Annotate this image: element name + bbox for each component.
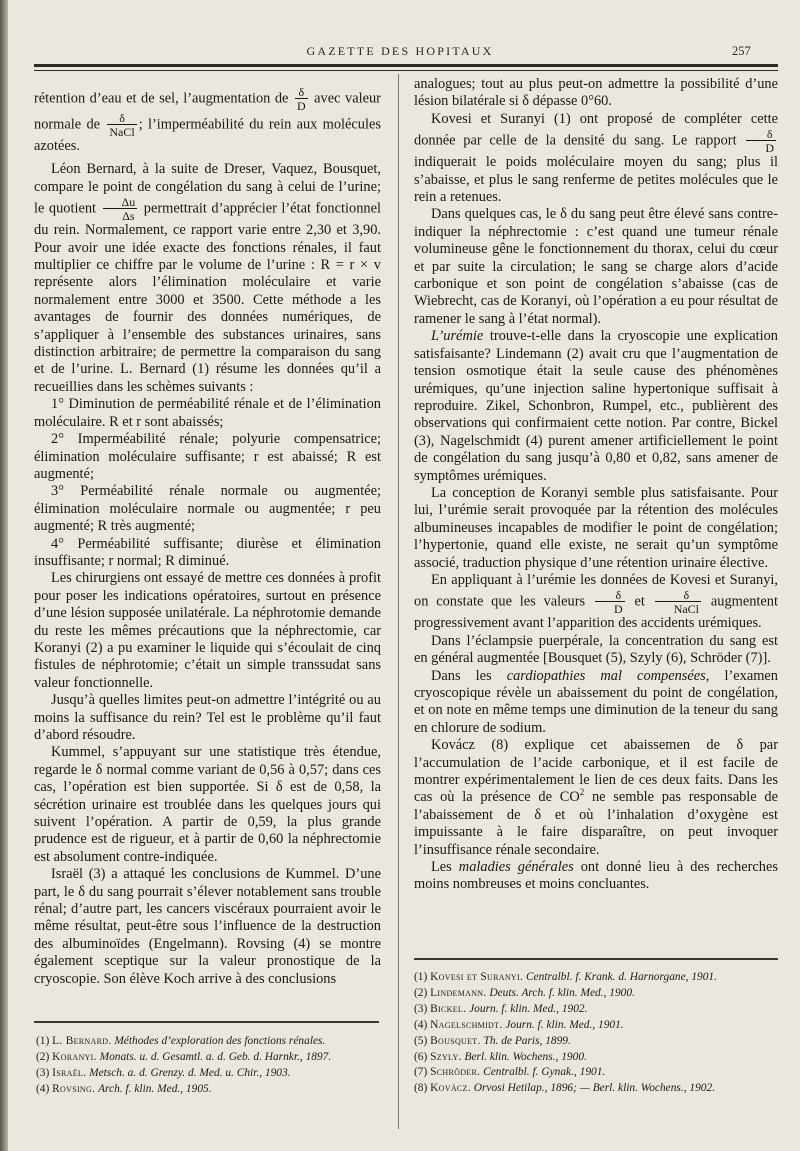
right-paragraph-1: analogues; tout au plus peut-on admettre la possibilité d’une lésion bilatérale si δ dépasse 0°60. (414, 76, 778, 110)
left-paragraph-6: Israël (3) a attaqué les conclusions de Kummel. D’une part, le δ du sang pourrait s’élever notablement sans trouble rénal; d’autre part, les cancers viscéraux pourraient avoir le même résultat, peut-être sous l’influence de la destruction des albuminoïdes (Engelmann). Rovsing (4) se montre également sceptique sur la valeur pronostique de la cryoscopie. Son élève Koch arrive à des conclusions (34, 866, 381, 987)
footnote-item: (7) Schröder. Centralbl. f. Gynak., 1901. (414, 1066, 606, 1079)
right-column (414, 76, 778, 894)
fraction-delta-d: $\frac{\delta}{D}$ (296, 85, 306, 113)
column-divider (398, 74, 399, 1129)
running-header-title: GAZETTE DES HOPITAUX (306, 44, 494, 58)
left-paragraph-4: Jusqu’à quelles limites peut-on admettre l’intégrité ou au moins la suffisance du rein? Tel est le problème qu’il faut d’abord résoudre. (34, 692, 381, 743)
fraction-delta-nacl: $\frac{\delta}{\text{NaCl}}$ (109, 111, 135, 139)
footnote-item: (1) Kovesi et Suranyi. Centralbl. f. Krank. d. Harnorgane, 1901. (414, 971, 717, 983)
footnote-item: (4) Nagelschmidt. Journ. f. klin. Med., 1901. (414, 1018, 624, 1031)
footnote-item: (4) Rovsing. Arch. f. klin. Med., 1905. (36, 1082, 212, 1095)
right-paragraph-9: Kovácz (8) explique cet abaissemen de δ par l’accumulation de l’acide carbonique, et il est facile de montrer expérimentalement le lien de ces deux faits. Dans les cas où la présence de $CO^2$ ne semble pas responsable de l’abaissement de δ et où l’inhalation d’oxygène est impuissante à le faire disparaître, on peut invoquer l’insuffisance rénale secondaire. (414, 737, 778, 858)
footnote-item: (1) L. Bernard. Méthodes d’exploration des fonctions rénales. (36, 1035, 326, 1047)
left-list-item-2: 2° Imperméabilité rénale; polyurie compensatrice; élimination moléculaire suffisante; r est abaissé; R est augmenté; (34, 431, 381, 482)
footnote-item: (3) Israël. Metsch. a. d. Grenzy. d. Med. u. Chir., 1903. (36, 1066, 291, 1079)
footnote-item: (3) Bickel. Journ. f. klin. Med., 1902. (414, 1002, 588, 1015)
left-paragraph-3: Les chirurgiens ont essayé de mettre ces données à profit pour poser les indications opératoires, surtout en présence d’une lésion supposée unilatérale. La néphrotomie demande du reste les mêmes précautions que la néphrectomie, car Koranyi (2) a pu examiner le liquide qui s’écoulait de cinq fistules de néphrotomie; c’était un simple transsudat sans valeur fonctionnelle. (34, 570, 381, 691)
left-paragraph-2: Léon Bernard, à la suite de Dreser, Vaquez, Bousquet, compare le point de congélation du sang à celui de l’urine; le quotient $\frac{\Delta u}{\Delta s}$ permettrait d’apprécier l’état fonctionnel du rein. Normalement, ce rapport varie entre 2,30 et 3,90. Pour avoir une idée exacte des fonctions rénales, il faut multiplier ce chiffre par le volume de l’urine : R = r × v représente alors l’élimination moléculaire et varie normalement entre 3000 et 3500. Cette méthode a les avantages de fournir des données numériques, de s’appliquer à l’ensemble des substances urinaires, sans distinction arbitraire; de permettre la comparaison du sang et de l’urine. L. Bernard (1) résume les données qu’il a recueillies dans les schèmes suivants : (34, 161, 381, 395)
fraction-delta-nacl: $\frac{\delta}{\text{NaCl}}$ (655, 589, 701, 615)
fraction-delta-u-delta-s: $\frac{\Delta u}{\Delta s}$ (103, 196, 138, 222)
fraction-delta-d: $\frac{\delta}{D}$ (595, 589, 625, 615)
left-paragraph-1: rétention d’eau et de sel, l’augmentation de $\frac{\delta}{D}$ avec valeur normale de $\frac{\delta}{\text{NaCl}}$ ; l’imperméabilité du rein aux molécules azotées. (34, 85, 381, 154)
right-paragraph-6: En appliquant à l’urémie les données de Kovesi et Suranyi, on constate que les valeurs $\frac{\delta}{D}$ et $\frac{\delta}{\text{NaCl}}$ augmentent progressivement avant l’apparition des accidents urémiques. (414, 571, 778, 632)
left-column (34, 86, 381, 988)
fraction-delta-d: $\frac{\delta}{D}$ (746, 128, 776, 154)
footnote-item: (5) Bousquet. Th. de Paris, 1899. (414, 1034, 571, 1047)
right-paragraph-4: L’urémie trouve-t-elle dans la cryoscopie une explication satisfaisante? Lindemann (2) avait cru que l’augmentation de tension osmotique était la seule cause des phénomènes urémiques, qu’une injection saline hypertonique suffisait à reproduire. Zikel, Schonbron, Rumpel, etc., publièrent des observations qui confirmaient cette notion. Par contre, Bickel (3), Nagelschmidt (4) purent amener artificiellement le point de congélation du sang jusqu’à 0,80 et 0,82, sans amener de symptômes urémiques. (414, 328, 778, 484)
footnotes-right (414, 970, 778, 1097)
left-list-item-3: 3° Perméabilité rénale normale ou augmentée; élimination moléculaire normale ou augmentée; r peu augmenté; R très augmenté; (34, 483, 381, 535)
footnote-item: (6) Szyly. Berl. klin. Wochens., 1900. (414, 1050, 587, 1063)
right-paragraph-3: Dans quelques cas, le δ du sang peut être élevé sans contre-indiquer la néphrectomie : c’est quand une tumeur rénale volumineuse gêne le fonctionnement du thorax, celui du cœur et par suite la circulation; le sang se charge alors d’acide carbonique et son point de congélation s’abaisse (cas de Wiebrecht, cas de Koranyi, où l’opération a eu pour résultat de ramener le sang à l’état normal). (414, 206, 778, 327)
footnote-item: (8) Kovácz. Orvosi Hetilap., 1896; — Berl. klin. Wochens., 1902. (414, 1082, 716, 1095)
page-number: 257 (732, 44, 751, 58)
right-paragraph-7: Dans l’éclampsie puerpérale, la concentration du sang est en général augmentée [Bousquet (5), Szyly (6), Schröder (7)]. (414, 632, 778, 667)
right-paragraph-10: Les maladies générales ont donné lieu à des recherches moins nombreuses et moins concluantes. (414, 859, 778, 893)
right-paragraph-2: Kovesi et Suranyi (1) ont proposé de compléter cette donnée par celle de la densité du sang. Le rapport $\frac{\delta}{D}$ indiquerait le poids moléculaire moyen du sang; plus il s’abaisse, et plus le sang renferme de petites molécules que le rein a retenues. (414, 110, 778, 206)
right-paragraph-8: Dans les cardiopathies mal compensées, l’examen cryoscopique révèle un abaissement du point de congélation, et on note en même temps une diminution de la teneur du sang en chlorure de sodium. (414, 667, 779, 736)
footnotes-left (36, 1034, 381, 1098)
header-rule-thick (34, 64, 778, 67)
footnote-item: (2) Koranyi. Monats. u. d. Gesamtl. a. d. Geb. d. Harnkr., 1897. (36, 1050, 332, 1063)
left-paragraph-5: Kummel, s’appuyant sur une statistique très étendue, regarde le δ normal comme variant de 0,56 à 0,57; dans ces cas, l’opération est bien supportée. Si δ est de 0,58, la sécrétion urinaire est troublée dans les quelques jours qui suivent l’opération. A partir de 0,59, la plus grande prudence est de rigueur, et à partir de 0,60 la néphrectomie est absolument contre-indiquée. (34, 744, 381, 865)
header-rule-thin (34, 70, 778, 71)
footnote-item: (2) Lindemann. Deuts. Arch. f. klin. Med., 1900. (414, 986, 635, 999)
page-binding-edge (0, 0, 8, 1151)
left-list-item-1: 1° Diminution de perméabilité rénale et de l’élimination moléculaire. R et r sont abaissés; (34, 396, 381, 430)
left-list-item-4: 4° Perméabilité suffisante; diurèse et élimination insuffisante; r normal; R diminué. (34, 535, 381, 569)
footnote-rule-left (34, 1021, 379, 1023)
right-paragraph-5: La conception de Koranyi semble plus satisfaisante. Pour lui, l’urémie serait provoquée par la rétention des molécules albumineuses incapables de modifier le point de congélation; l’hypertonie, quand elle existe, ne serait qu’un symptôme associé, traduction physique d’une rétention urinaire élective. (414, 484, 778, 571)
footnote-rule-right (414, 958, 778, 960)
